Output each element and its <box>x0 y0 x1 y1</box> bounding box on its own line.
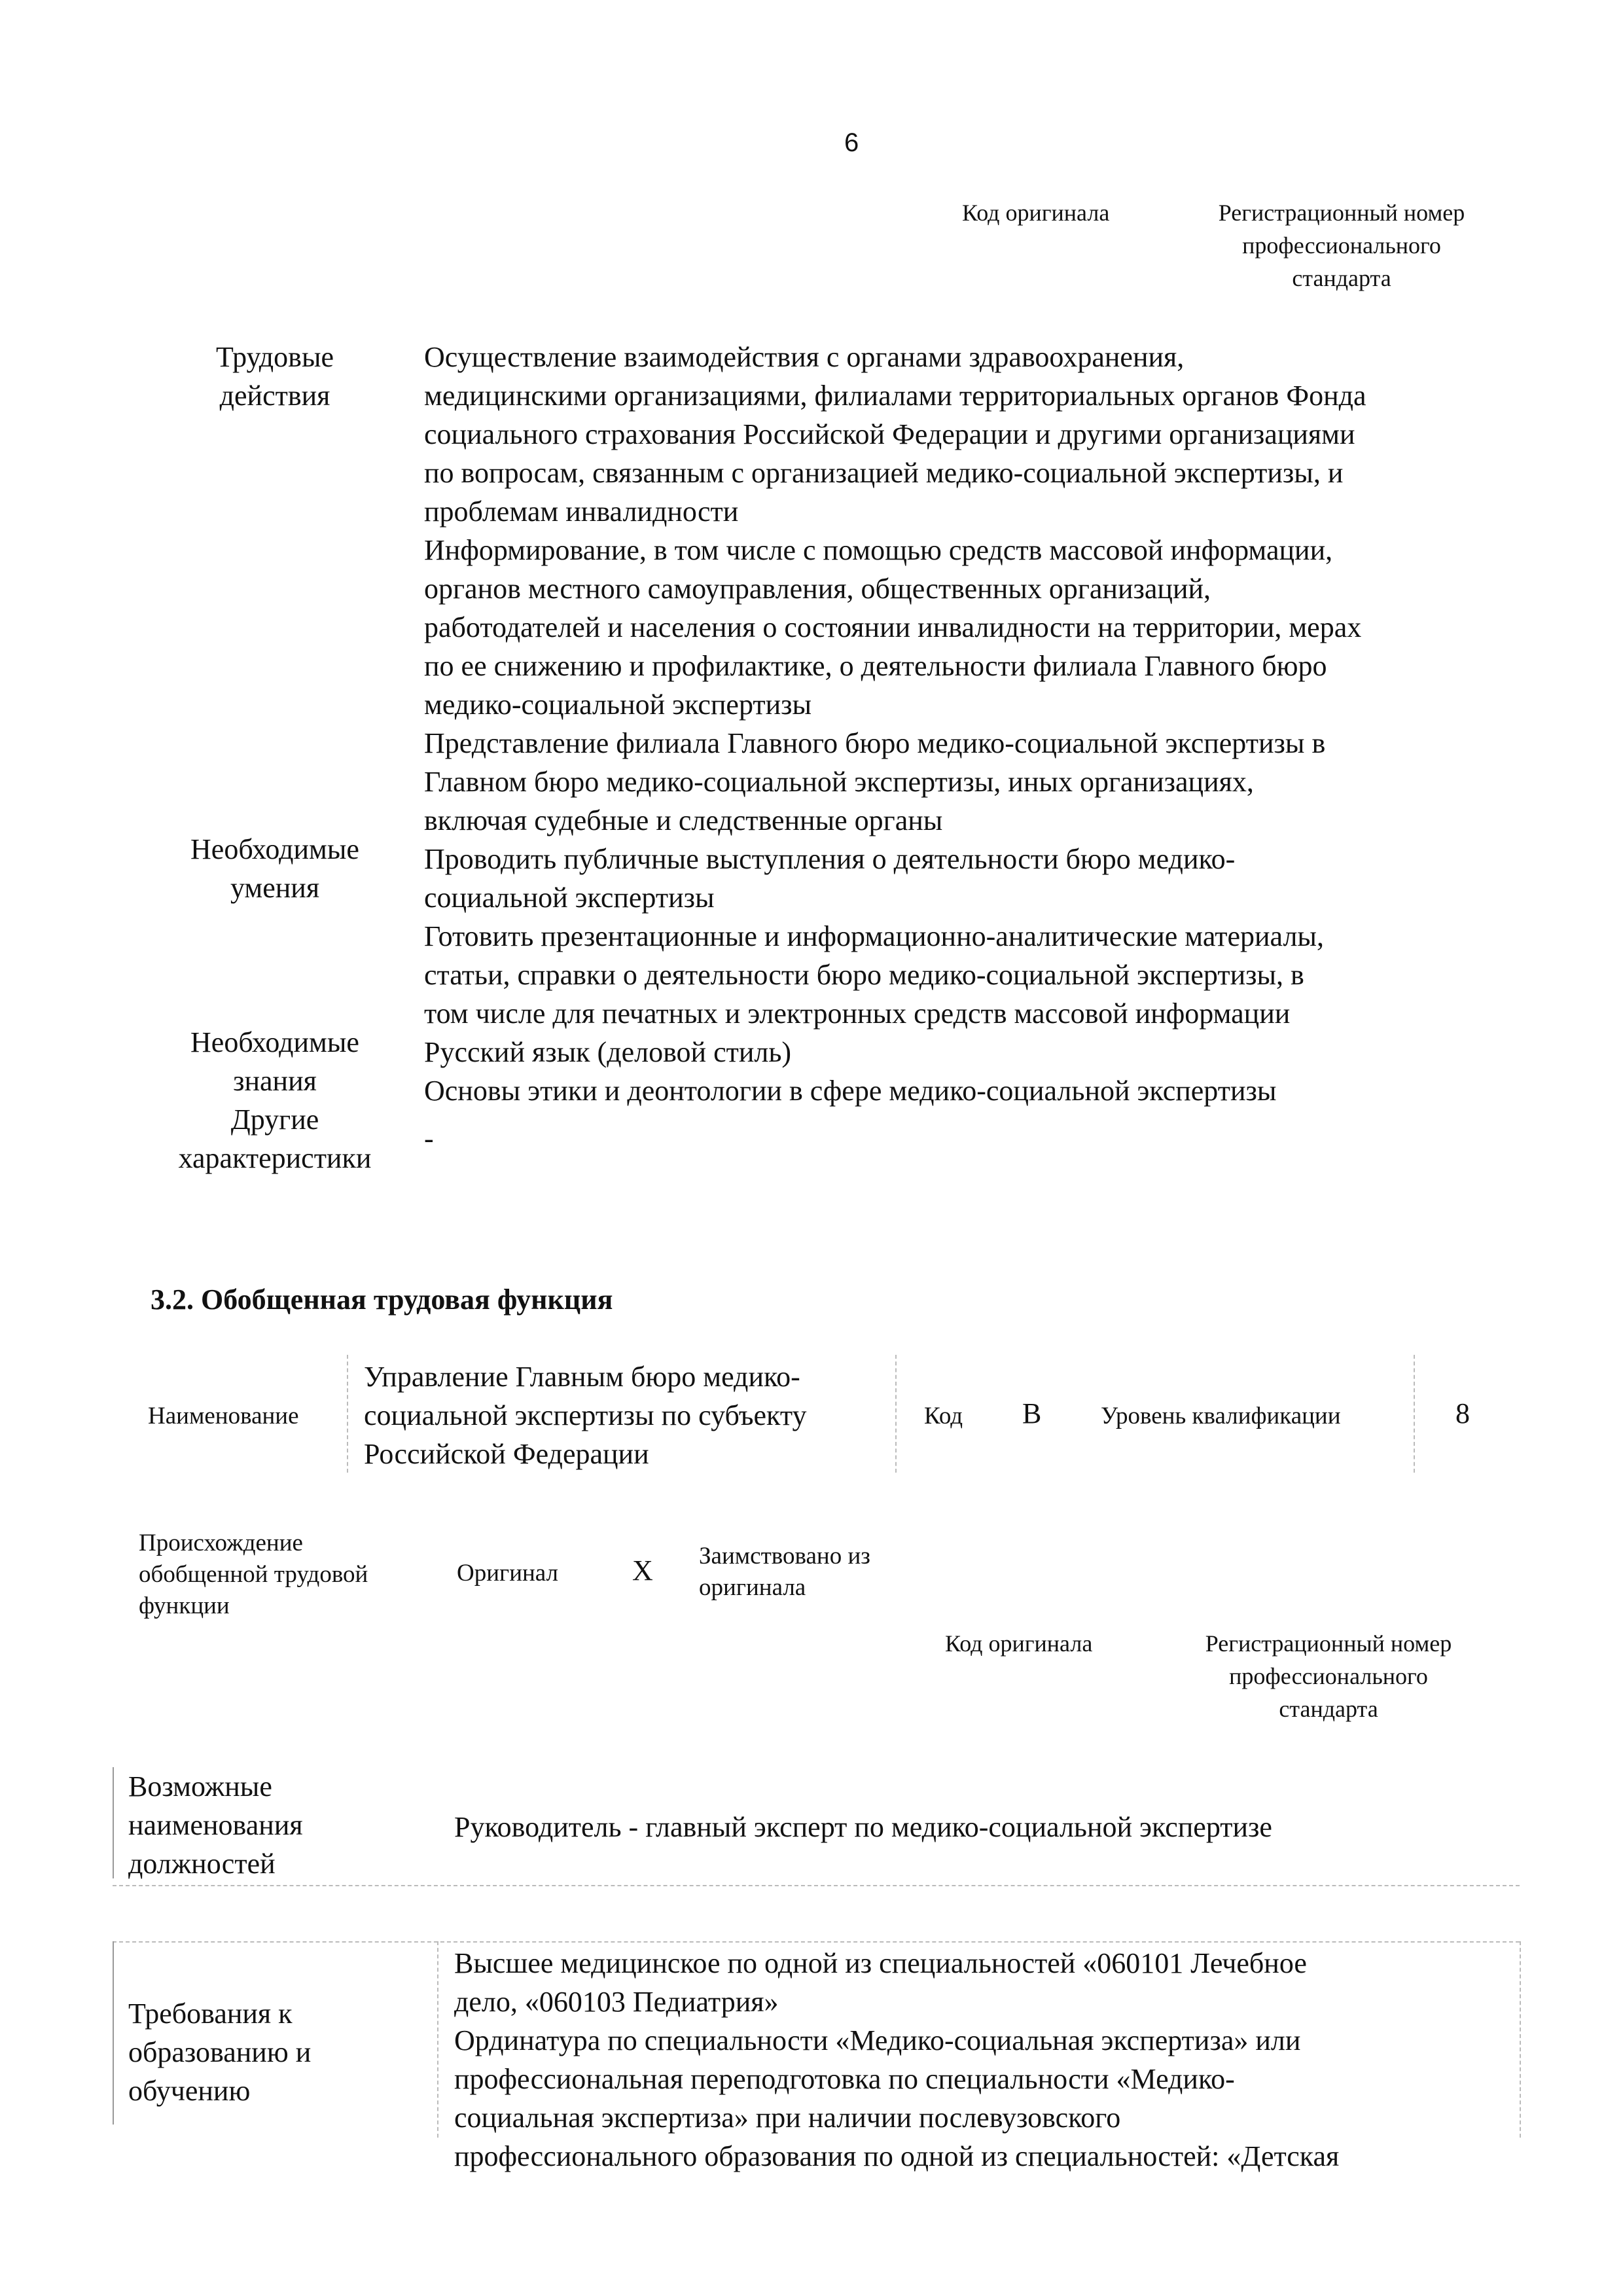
reg-number-line: Регистрационный номер <box>1205 1630 1452 1657</box>
origin-line: Происхождение <box>139 1530 303 1556</box>
education-line: социальная экспертиза» при наличии послевузовского <box>454 2102 1121 2134</box>
knowledge-line: Основы этики и деонтологии в сфере медико-социальной экспертизы <box>424 1075 1277 1107</box>
knowledge-label <box>157 1023 393 1100</box>
page-number: 6 <box>844 128 859 157</box>
labor-action-line: социального страхования Российской Федерации и другими организациями <box>424 418 1355 450</box>
reg-number-line: профессионального <box>1242 232 1441 259</box>
labor-action-line: Осуществление взаимодействия с органами здравоохранения, <box>424 341 1185 373</box>
name-label: Наименование <box>148 1403 299 1429</box>
positions-label <box>128 1767 303 1883</box>
divider <box>895 1355 897 1473</box>
level-value: 8 <box>1455 1397 1470 1429</box>
label-line: действия <box>219 380 330 412</box>
education-line: профессиональная переподготовка по специальности «Медико- <box>454 2063 1235 2095</box>
original-mark: X <box>632 1554 653 1587</box>
divider <box>347 1355 348 1473</box>
label-line: Трудовые <box>215 341 334 373</box>
reg-number-line: Регистрационный номер <box>1218 200 1465 226</box>
label-line: умения <box>230 872 320 904</box>
origin-line: обобщенной трудовой <box>139 1561 368 1588</box>
labor-action-line: Главном бюро медико-социальной экспертизы, иных организациях, <box>424 766 1254 798</box>
name-line: Российской Федерации <box>364 1438 649 1470</box>
code-value: B <box>1022 1397 1042 1429</box>
origin-line: функции <box>139 1592 230 1619</box>
borrowed-label <box>699 1541 870 1604</box>
other-label <box>157 1100 393 1177</box>
labor-action-line: проблемам инвалидности <box>424 495 739 528</box>
education-label-line: Требования к <box>128 1998 293 2030</box>
label-line: знания <box>233 1065 317 1097</box>
reg-number-line: профессионального <box>1229 1663 1428 1689</box>
original-label: Оригинал <box>457 1560 559 1587</box>
name-line: социальной экспертизы по субъекту <box>364 1399 807 1431</box>
labor-action-line: по ее снижению и профилактике, о деятельности филиала Главного бюро <box>424 650 1327 682</box>
reg-number-label <box>1191 196 1492 295</box>
education-line: Высшее медицинское по одной из специальностей «060101 Лечебное <box>454 1947 1307 1979</box>
reg-number-line: стандарта <box>1292 265 1391 291</box>
divider <box>113 1941 1520 1943</box>
border <box>113 1767 114 1878</box>
education-line: профессионального образования по одной из специальностей: «Детская <box>454 2140 1340 2172</box>
divider <box>437 1941 438 2138</box>
skill-line: Проводить публичные выступления о деятельности бюро медико- <box>424 843 1236 875</box>
education-label-line: образованию и <box>128 2036 312 2068</box>
labor-action-line: Информирование, в том числе с помощью средств массовой информации, <box>424 534 1333 566</box>
divider <box>1414 1355 1415 1473</box>
label-line: Необходимые <box>190 833 359 865</box>
education-label <box>128 1994 311 2110</box>
education-text <box>454 1944 1339 2176</box>
divider <box>1520 1941 1521 2138</box>
labor-action-line: включая судебные и следственные органы <box>424 804 943 836</box>
education-label-line: обучению <box>128 2075 251 2107</box>
positions-line: Возможные <box>128 1770 272 1803</box>
borrowed-line: Заимствовано из <box>699 1543 870 1570</box>
labor-action-line: по вопросам, связанным с организацией медико-социальной экспертизы, и <box>424 457 1344 489</box>
positions-line: наименования <box>128 1809 303 1841</box>
name-value <box>364 1357 807 1473</box>
labor-action-line: работодателей и населения о состоянии инвалидности на территории, мерах <box>424 611 1362 643</box>
label-line: характеристики <box>178 1142 372 1174</box>
labor-action-line: медико-социальной экспертизы <box>424 689 812 721</box>
borrowed-line: оригинала <box>699 1574 806 1601</box>
labor-action-line: органов местного самоуправления, общественных организаций, <box>424 573 1211 605</box>
border <box>113 1941 114 2125</box>
labor-action-line: медицинскими организациями, филиалами территориальных органов Фонда <box>424 380 1366 412</box>
section-heading: 3.2. Обобщенная трудовая функция <box>151 1283 613 1316</box>
level-label: Уровень квалификации <box>1101 1403 1341 1429</box>
skills-label <box>157 830 393 907</box>
skill-line: Готовить презентационные и информационно-аналитические материалы, <box>424 920 1324 952</box>
code-label: Код <box>924 1403 963 1429</box>
original-code-label: Код оригинала <box>962 200 1110 226</box>
skill-line: социальной экспертизы <box>424 882 715 914</box>
origin-label <box>139 1528 368 1622</box>
divider <box>113 1885 1520 1886</box>
labor-action-line: Представление филиала Главного бюро медико-социальной экспертизы в <box>424 727 1326 759</box>
knowledge-line: Русский язык (деловой стиль) <box>424 1036 792 1068</box>
name-line: Управление Главным бюро медико- <box>364 1361 800 1393</box>
skill-line: статьи, справки о деятельности бюро медико-социальной экспертизы, в <box>424 959 1304 991</box>
positions-value: Руководитель - главный эксперт по медико-социальной экспертизе <box>454 1811 1272 1843</box>
reg-number-label-2 <box>1178 1627 1479 1725</box>
education-line: дело, «060103 Педиатрия» <box>454 1986 779 2018</box>
label-line: Другие <box>230 1103 319 1136</box>
reg-number-line: стандарта <box>1279 1696 1378 1722</box>
education-line: Ординатура по специальности «Медико-социальная экспертиза» или <box>454 2024 1301 2056</box>
skill-line: том числе для печатных и электронных средств массовой информации <box>424 997 1291 1030</box>
original-code-label-2: Код оригинала <box>945 1630 1093 1657</box>
other-value: - <box>424 1122 434 1155</box>
labor-actions-label <box>157 338 393 415</box>
positions-line: должностей <box>128 1848 276 1880</box>
label-line: Необходимые <box>190 1026 359 1058</box>
labor-actions-list <box>424 338 1366 1110</box>
